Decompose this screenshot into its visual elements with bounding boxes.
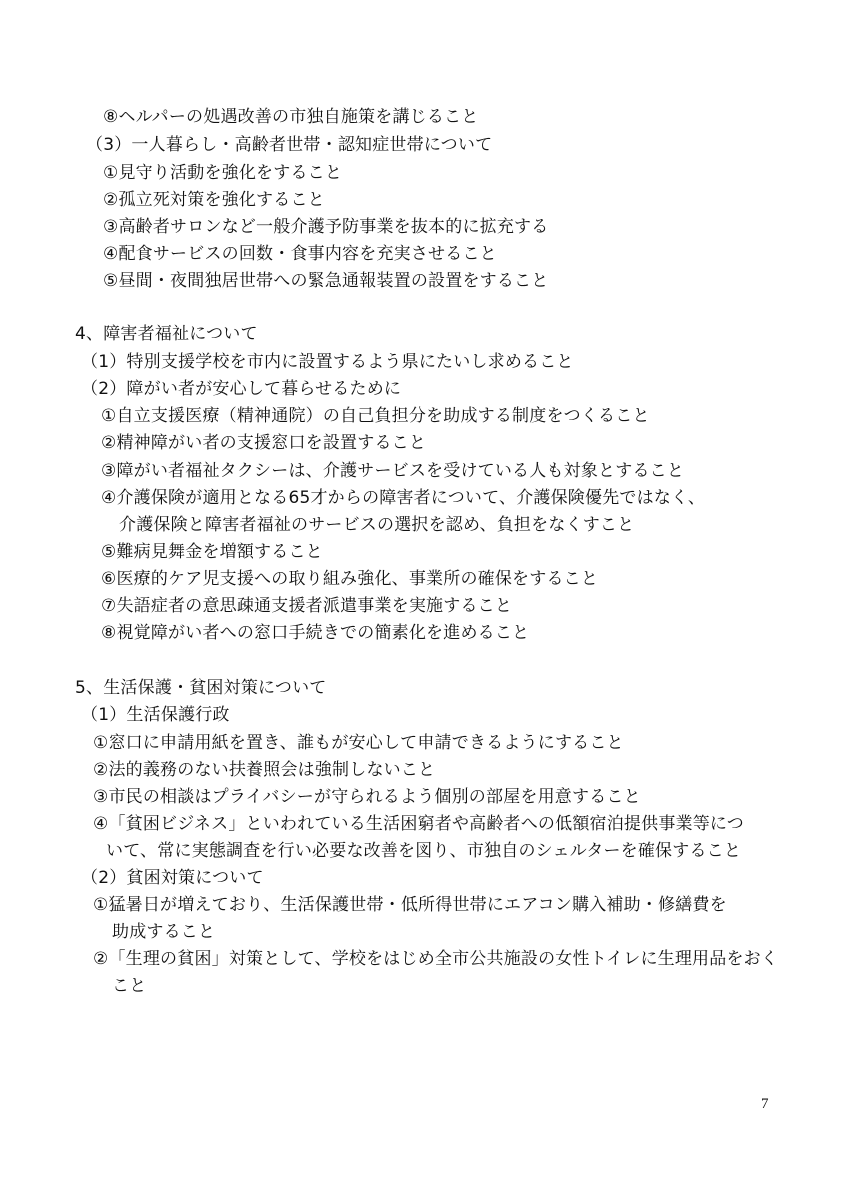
list-item: ④「貧困ビジネス」といわれている生活困窮者や高齢者への低額宿泊提供事業等につ xyxy=(93,814,744,834)
list-item: ⑤昼間・夜間独居世帯への緊急通報装置の設置をすること xyxy=(103,271,549,291)
item-helper-treatment: ⑧ヘルパーの処遇改善の市独自施策を講じること xyxy=(103,107,479,127)
list-item: ①窓口に申請用紙を置き、誰もが安心して申請できるようにすること xyxy=(93,733,624,753)
list-item-continuation: いて、常に実態調査を行い必要な改善を図り、市独自のシェルターを確保すること xyxy=(106,841,742,861)
list-item: ④介護保険が適用となる65才からの障害者について、介護保険優先ではなく、 xyxy=(101,488,706,508)
list-item: ⑥医療的ケア児支援への取り組み強化、事業所の確保をすること xyxy=(101,569,599,589)
list-item: ②精神障がい者の支援窓口を設置すること xyxy=(101,433,427,453)
subsection-heading: （1）特別支援学校を市内に設置するよう県にたいし求めること xyxy=(81,352,574,372)
list-item-continuation: 助成すること xyxy=(112,922,216,942)
list-item: ③市民の相談はプライバシーが守られるよう個別の部屋を用意すること xyxy=(93,787,641,807)
subsection-heading-3: （3）一人暮らし・高齢者世帯・認知症世帯について xyxy=(86,135,493,155)
section-heading-5: 5、生活保護・貧困対策について xyxy=(75,678,327,698)
list-item: ①自立支援医療（精神通院）の自己負担分を助成する制度をつくること xyxy=(101,406,650,426)
list-item: ③高齢者サロンなど一般介護予防事業を抜本的に拡充する xyxy=(103,217,549,237)
subsection-heading: （1）生活保護行政 xyxy=(81,705,230,725)
list-item: ②法的義務のない扶養照会は強制しないこと xyxy=(93,760,436,780)
list-item: ③障がい者福祉タクシーは、介護サービスを受けている人も対象とすること xyxy=(101,461,685,481)
list-item: ⑦失語症者の意思疎通支援者派遣事業を実施すること xyxy=(101,596,513,616)
list-item: ①見守り活動を強化をすること xyxy=(103,163,343,183)
list-item: ②孤立死対策を強化すること xyxy=(103,190,325,210)
subsection-heading: （2）障がい者が安心して暮らせるために xyxy=(81,379,402,399)
list-item: ⑧視覚障がい者への窓口手続きでの簡素化を進めること xyxy=(101,623,530,643)
page-number: 7 xyxy=(761,1096,769,1112)
list-item: ⑤難病見舞金を増額すること xyxy=(101,542,323,562)
list-item: ②「生理の貧困」対策として、学校をはじめ全市公共施設の女性トイレに生理用品をおく xyxy=(93,949,779,969)
list-item-continuation: こと xyxy=(112,976,147,996)
list-item: ④配食サービスの回数・食事内容を充実させること xyxy=(103,244,497,264)
list-item-continuation: 介護保険と障害者福祉のサービスの選択を認め、負担をなくすこと xyxy=(119,515,635,535)
subsection-heading: （2）貧困対策について xyxy=(81,868,264,888)
section-heading-4: 4、障害者福祉について xyxy=(75,324,258,344)
list-item: ①猛暑日が増えており、生活保護世帯・低所得世帯にエアコン購入補助・修繕費を xyxy=(93,895,727,915)
